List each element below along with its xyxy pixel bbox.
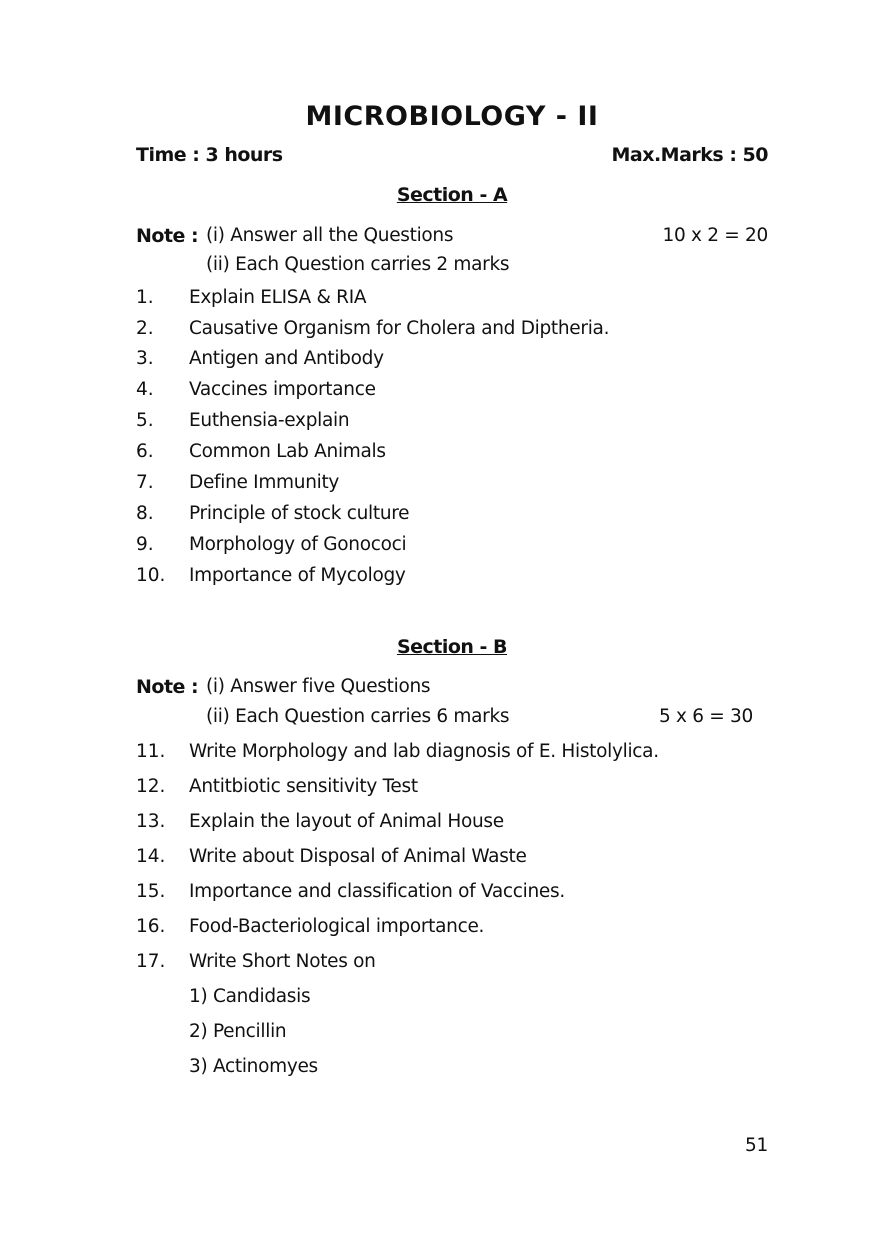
question-text: Vaccines importance — [189, 379, 376, 400]
section-b-note-2: (ii) Each Question carries 6 marks — [206, 706, 510, 727]
question-number: 17. — [136, 951, 166, 972]
question-number: 2. — [136, 318, 154, 339]
question-text: Importance and classification of Vaccines. — [189, 881, 565, 902]
short-note-item: 2) Pencillin — [189, 1021, 287, 1042]
short-note-item: 3) Actinomyes — [189, 1056, 318, 1077]
question-text: Causative Organism for Cholera and Diptheria. — [189, 318, 610, 339]
question-text: Common Lab Animals — [189, 441, 386, 462]
question-number: 12. — [136, 776, 166, 797]
question-text: Euthensia-explain — [189, 410, 350, 431]
question-number: 1. — [136, 287, 154, 308]
question-number: 5. — [136, 410, 154, 431]
question-number: 16. — [136, 916, 166, 937]
question-text: Antigen and Antibody — [189, 348, 384, 369]
section-b-note-label: Note : — [136, 676, 199, 698]
question-number: 13. — [136, 811, 166, 832]
max-marks: Max.Marks : 50 — [611, 144, 768, 166]
question-text: Importance of Mycology — [189, 565, 406, 586]
section-b-note-1: (i) Answer five Questions — [206, 676, 431, 697]
question-number: 3. — [136, 348, 154, 369]
question-number: 9. — [136, 534, 154, 555]
page-number: 51 — [745, 1135, 768, 1156]
section-b-heading: Section - B — [396, 636, 508, 658]
section-a-heading: Section - A — [396, 184, 508, 206]
question-text: Define Immunity — [189, 472, 340, 493]
page-title: MICROBIOLOGY - II — [305, 101, 599, 132]
question-number: 14. — [136, 846, 166, 867]
question-text: Explain ELISA & RIA — [189, 287, 367, 308]
question-number: 4. — [136, 379, 154, 400]
question-number: 15. — [136, 881, 166, 902]
section-a-note-label: Note : — [136, 225, 199, 247]
section-a-note-1: (i) Answer all the Questions — [206, 225, 454, 246]
question-text: Food-Bacteriological importance. — [189, 916, 485, 937]
question-text: Write about Disposal of Animal Waste — [189, 846, 527, 867]
question-number: 6. — [136, 441, 154, 462]
section-a-note-2: (ii) Each Question carries 2 marks — [206, 254, 510, 275]
question-number: 8. — [136, 503, 154, 524]
question-number: 7. — [136, 472, 154, 493]
question-text: Principle of stock culture — [189, 503, 410, 524]
question-text: Explain the layout of Animal House — [189, 811, 504, 832]
question-text: Antitbiotic sensitivity Test — [189, 776, 418, 797]
question-text: Morphology of Gonococi — [189, 534, 407, 555]
question-number: 11. — [136, 741, 166, 762]
question-number: 10. — [136, 565, 166, 586]
section-a-marks: 10 x 2 = 20 — [662, 225, 768, 246]
short-note-item: 1) Candidasis — [189, 986, 311, 1007]
question-text: Write Morphology and lab diagnosis of E. Histolylica. — [189, 741, 659, 762]
question-text: Write Short Notes on — [189, 951, 376, 972]
section-b-marks: 5 x 6 = 30 — [658, 706, 753, 727]
exam-duration: Time : 3 hours — [136, 144, 283, 166]
